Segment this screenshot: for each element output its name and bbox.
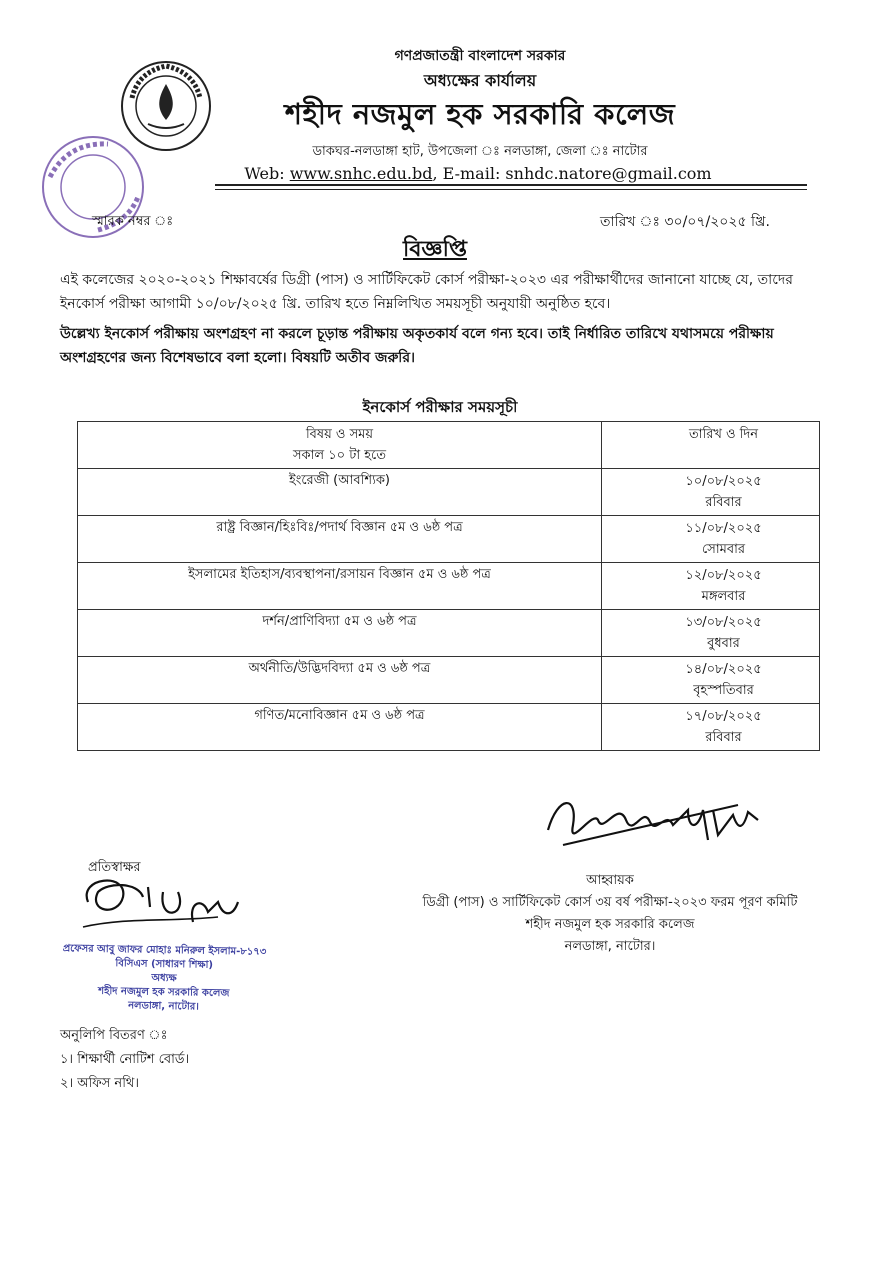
date-cell bbox=[602, 704, 820, 751]
copy-label: অনুলিপি বিতরণ ঃ bbox=[60, 1028, 168, 1043]
website-link[interactable]: www.snhc.edu.bd bbox=[289, 164, 433, 183]
countersign-label: প্রতিস্বাক্ষর bbox=[88, 860, 141, 875]
exam-day: রবিবার bbox=[705, 730, 742, 745]
exam-date: ১২/০৮/২০২৫ bbox=[685, 568, 762, 583]
subject-cell: ইসলামের ইতিহাস/ব্যবস্থাপনা/রসায়ন বিজ্ঞান ৫ম ও ৬ষ্ঠ পত্র bbox=[78, 563, 602, 610]
government-name: গণপ্রজাতন্ত্রী বাংলাদেশ সরকার bbox=[394, 48, 566, 64]
copy-item-office-file: ২। অফিস নথি। bbox=[60, 1076, 139, 1091]
schedule-title: ইনকোর্স পরীক্ষার সময়সূচী bbox=[362, 398, 518, 416]
date-cell bbox=[602, 469, 820, 516]
table-row bbox=[78, 469, 820, 516]
web-prefix: Web: bbox=[244, 164, 290, 183]
copy-item-notice-board: ১। শিক্ষার্থী নোটিশ বোর্ড। bbox=[60, 1052, 190, 1067]
date-cell bbox=[602, 657, 820, 704]
exam-date: ১৭/০৮/২০২৫ bbox=[685, 709, 762, 724]
college-name: শহীদ নজমুল হক সরকারি কলেজ bbox=[284, 97, 676, 131]
copy-distribution bbox=[60, 1024, 189, 1096]
exam-day: বুধবার bbox=[707, 636, 740, 651]
header-subject: বিষয় ও সময় bbox=[305, 427, 374, 442]
principal-name: প্রফেসর আবু জাফর মোহাঃ মনিরুল ইসলাম-৮১৭৩ bbox=[62, 943, 267, 958]
principal-designation: অধ্যক্ষ bbox=[151, 972, 177, 985]
notice-paragraph-1: এই কলেজের ২০২০-২০২১ শিক্ষাবর্ষের ডিগ্রী (পাস) ও সার্টিফিকেট কোর্স পরীক্ষা-২০২৩ এর পরীক্ষার্থীদের জানানো যাচ্ছে যে, তাদের ইনকোর্স পরীক্ষা আগামী ১০/০৮/২০২৫ খ্রি. তারিখ হতে নিম্নলিখিত সময়সূচী অনুযায়ী অনুষ্ঠিত হবে। bbox=[60, 272, 793, 312]
subject-cell: অর্থনীতি/উদ্ভিদবিদ্যা ৫ম ও ৬ষ্ঠ পত্র bbox=[78, 657, 602, 704]
exam-date: ১৪/০৮/২০২৫ bbox=[685, 662, 762, 677]
table-row bbox=[78, 563, 820, 610]
college-address: ডাকঘর-নলডাঙ্গা হাট, উপজেলা ঃ নলডাঙ্গা, জেলা ঃ নাটোর bbox=[312, 144, 648, 159]
principal-seal bbox=[43, 942, 284, 1016]
exam-day: মঙ্গলবার bbox=[701, 589, 746, 604]
memo-number-label: স্মারক নম্বর ঃ bbox=[92, 214, 174, 229]
convener-committee: ডিগ্রী (পাস) ও সার্টিফিকেট কোর্স ৩য় বর্ষ পরীক্ষা-২০২৩ ফরম পূরণ কমিটি bbox=[422, 895, 798, 910]
table-row bbox=[78, 516, 820, 563]
exam-date: ১০/০৮/২০২৫ bbox=[685, 474, 762, 489]
exam-schedule-table bbox=[77, 421, 820, 751]
subject-cell: গণিত/মনোবিজ্ঞান ৫ম ও ৬ষ্ঠ পত্র bbox=[78, 704, 602, 751]
convener-block bbox=[370, 870, 850, 958]
convener-place: নলডাঙ্গা, নাটোর। bbox=[564, 939, 656, 954]
convener-signature bbox=[538, 790, 768, 860]
office-name: অধ্যক্ষের কার্যালয় bbox=[423, 71, 537, 90]
notice-title: বিজ্ঞপ্তি bbox=[403, 237, 467, 262]
notice-paragraph-2: উল্লেখ্য ইনকোর্স পরীক্ষায় অংশগ্রহণ না করলে চূড়ান্ত পরীক্ষায় অকৃতকার্য বলে গন্য হবে। তাই নির্ধারিত তারিখে যথাসময়ে পরীক্ষায় অংশগ্রহণের জন্য বিশেষভাবে বলা হলো। বিষয়টি অতীব জরুরি। bbox=[60, 326, 774, 366]
header-date-cell bbox=[602, 422, 820, 469]
table-header-row bbox=[78, 422, 820, 469]
subject-cell: রাষ্ট্র বিজ্ঞান/হিঃবিঃ/পদার্থ বিজ্ঞান ৫ম ও ৬ষ্ঠ পত্র bbox=[78, 516, 602, 563]
table-row bbox=[78, 610, 820, 657]
date-cell bbox=[602, 563, 820, 610]
principal-signature bbox=[68, 872, 268, 942]
principal-place: নলডাঙ্গা, নাটোর। bbox=[128, 1000, 200, 1013]
date-cell bbox=[602, 516, 820, 563]
header-subject-cell bbox=[78, 422, 602, 469]
principal-college: শহীদ নজমুল হক সরকারি কলেজ bbox=[98, 985, 230, 1000]
exam-date: ১১/০৮/২০২৫ bbox=[685, 521, 762, 536]
web-email-line bbox=[218, 164, 738, 183]
convener-college: শহীদ নজমুল হক সরকারি কলেজ bbox=[525, 917, 695, 932]
notice-date: তারিখ ঃ ৩০/০৭/২০২৫ খ্রি. bbox=[600, 214, 770, 230]
email-text: , E-mail: snhdc.natore@gmail.com bbox=[432, 164, 712, 183]
exam-day: সোমবার bbox=[701, 542, 745, 557]
header-date: তারিখ ও দিন bbox=[688, 427, 759, 442]
exam-day: বৃহস্পতিবার bbox=[693, 683, 754, 698]
date-cell bbox=[602, 610, 820, 657]
exam-date: ১৩/০৮/২০২৫ bbox=[685, 615, 762, 630]
principal-cadre: বিসিএস (সাধারণ শিক্ষা) bbox=[115, 958, 214, 971]
subject-cell: দর্শন/প্রাণিবিদ্যা ৫ম ও ৬ষ্ঠ পত্র bbox=[78, 610, 602, 657]
exam-day: রবিবার bbox=[705, 495, 742, 510]
header-rule-thin bbox=[215, 189, 807, 190]
header-time: সকাল ১০ টা হতে bbox=[292, 448, 387, 463]
convener-title: আহ্বায়ক bbox=[586, 873, 634, 888]
header-rule bbox=[215, 184, 807, 186]
subject-cell: ইংরেজী (আবশ্যিক) bbox=[78, 469, 602, 516]
table-row bbox=[78, 704, 820, 751]
table-row bbox=[78, 657, 820, 704]
